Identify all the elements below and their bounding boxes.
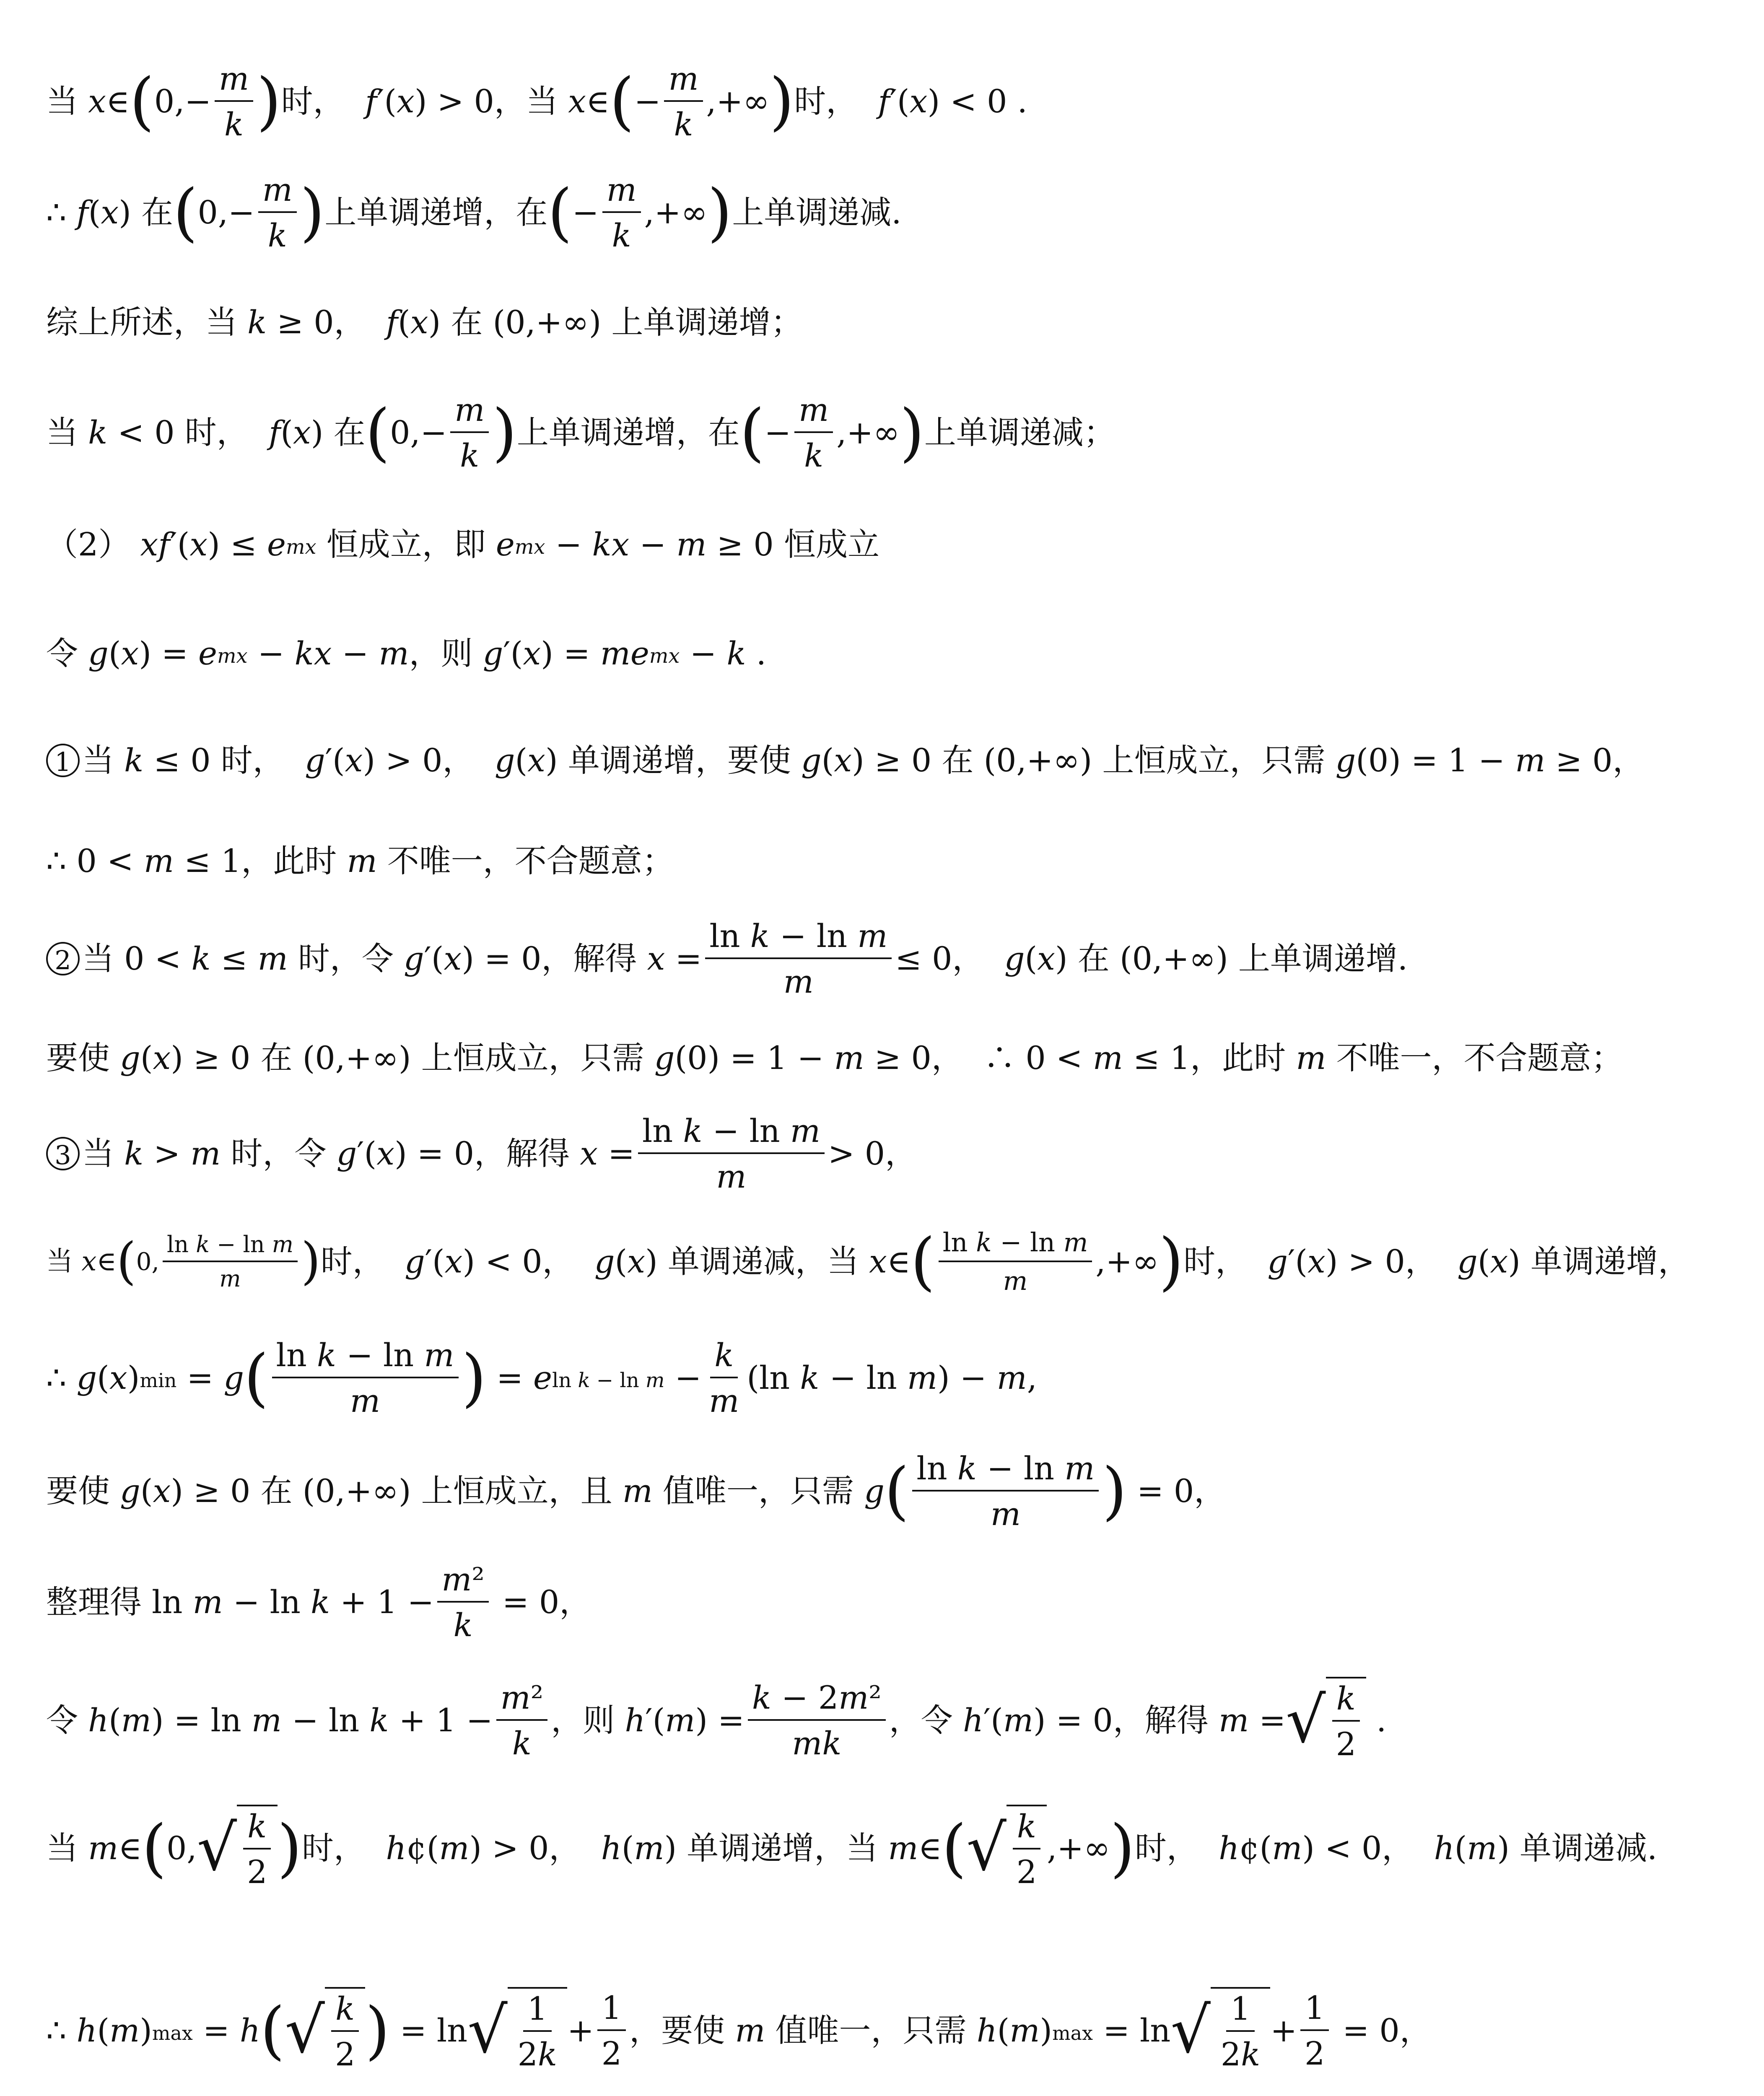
text-line-14: 要使 g(x) ≥ 0 在 (0,+∞) 上恒成立，且 m 值唯一，只需 g( $\frac{\text{ln k − ln m}}{m}$ ) = 0， xyxy=(46,1448,1226,1534)
text-line-18: ∴ h(m)max = h( √ $\frac{k}{2}$ ) = ln √ $\frac{1}{2k}$ + $\frac{1}{2}$ ，要使 m 值唯一，只需 h(m)max = ln √ $\frac{1}{2k}$ + $\frac{1}{2}$ = 0， xyxy=(46,1987,1432,2074)
text-line-7: 1 当 k ≤ 0 时， g′(x) > 0， g(x) 单调递增，要使 g(x) ≥ 0 在 (0,+∞) 上恒成立，只需 g(0) = 1 − m ≥ 0， xyxy=(46,742,1645,777)
text-line-13: ∴ g(x)min = g( $\frac{\text{ln k − ln m}}{m}$ ) = eln k − ln m − $\frac{k}{m}$ (ln k − ln m) − m, xyxy=(46,1335,1037,1421)
text-line-8: ∴ 0 < m ≤ 1，此时 m 不唯一，不合题意； xyxy=(46,842,674,879)
text-line-5: （2） xf′(x) ≤ emx 恒成立，即 emx − kx − m ≥ 0 恒成立 xyxy=(46,526,879,563)
text-line-11: 3 当 k > m 时，令 g′(x) = 0，解得 x = $\frac{\text{ln k − ln m}}{m}$ > 0， xyxy=(46,1111,917,1196)
text-line-6: 令 g(x) = emx − kx − m，则 g′(x) = memx − k . xyxy=(46,635,766,672)
text-line-9: 2 当 0 < k ≤ m 时，令 g′(x) = 0，解得 x = $\frac{\text{ln k − ln m}}{m}$ ≤ 0， g(x) 在 (0,+∞) 上单调递增. xyxy=(46,916,1408,1001)
text-line-16: 令 h(m) = ln m − ln k + 1 − $\frac{\text{m²}}{k}$ ，则 h′(m) = $\frac{\text{k − 2m²}}{mk}$ ，令 h′(m) = 0，解得 m = √ $\frac{k}{2}$ . xyxy=(46,1677,1386,1764)
text-line-3: 综上所述，当 k ≥ 0， f(x) 在 (0,+∞) 上单调递增； xyxy=(46,304,803,341)
text-line-12: 当 x∈(0, $\frac{\text{ln k − ln m}}{m}$ )时， g′(x) < 0， g(x) 单调递减，当 x∈( $\frac{\text{ln k − ln m}}{m}$ ,+∞)时， g′(x) > 0， g(x) 单调递增， xyxy=(46,1225,1690,1298)
text-line-4: 当 k < 0 时， f(x) 在(0,− $\frac{m}{k}$ )上单调递增，在(− $\frac{m}{k}$ ,+∞)上单调递减； xyxy=(46,390,1115,475)
text-line-1: 当 x∈(0,− $\frac{m}{k}$ )时， f′(x) > 0，当 x∈(− $\frac{m}{k}$ ,+∞)时， f′(x) < 0 . xyxy=(46,59,1027,144)
text-line-2: ∴ f(x) 在(0,− $\frac{m}{k}$ )上单调递增，在(− $\frac{m}{k}$ ,+∞)上单调递减. xyxy=(46,170,902,255)
text-line-15: 整理得 ln m − ln k + 1 − $\frac{\text{m²}}{k}$ = 0， xyxy=(46,1559,591,1645)
text-line-10: 要使 g(x) ≥ 0 在 (0,+∞) 上恒成立，只需 g(0) = 1 − m ≥ 0， ∴ 0 < m ≤ 1，此时 m 不唯一，不合题意； xyxy=(46,1039,1623,1077)
text-line-17: 当 m∈(0, √ $\frac{k}{2}$ )时， h¢(m) > 0， h(m) 单调递增，当 m∈( √ $\frac{k}{2}$ ,+∞)时， h¢(m) < 0， h(m) 单调递减. xyxy=(46,1805,1657,1892)
